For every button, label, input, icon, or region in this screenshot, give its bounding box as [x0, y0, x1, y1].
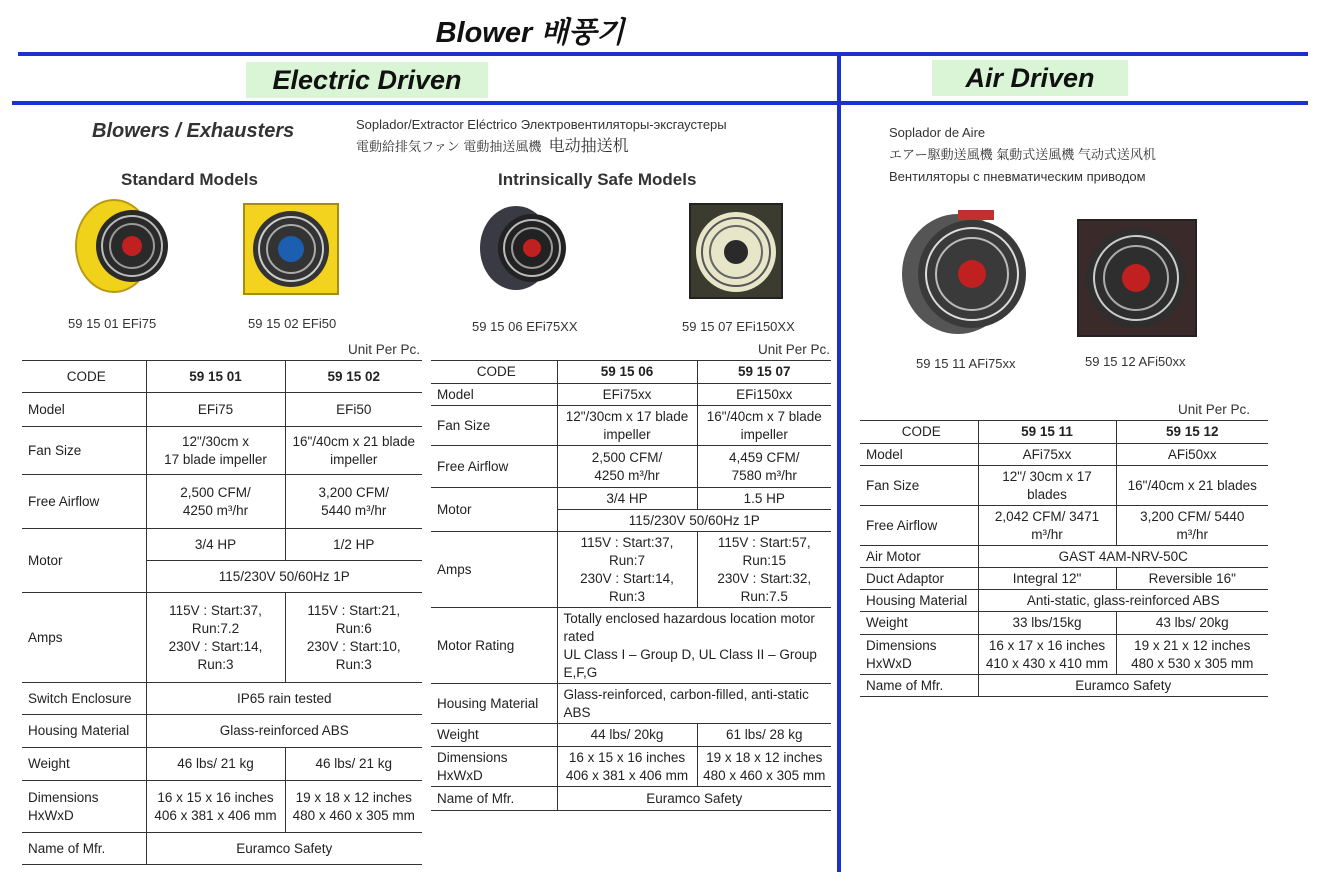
table-cell: 16"/40cm x 21 blades — [1116, 466, 1268, 506]
page-title: Blower 배풍기 — [435, 17, 625, 49]
table-cell: 115V : Start:21, Run:6 230V : Start:10, Run:3 — [285, 593, 422, 683]
table-cell: 19 x 18 x 12 inches 480 x 460 x 305 mm — [697, 747, 831, 787]
table-row — [22, 393, 422, 427]
table-row — [431, 684, 831, 724]
code-591512: 59 15 12 — [1116, 421, 1268, 444]
table-cell: 16 x 15 x 16 inches 406 x 381 x 406 mm — [146, 781, 285, 833]
row-label: Fan Size — [431, 406, 557, 446]
fan-image-afi50xx — [1076, 216, 1200, 340]
table-cell: 16 x 17 x 16 inches 410 x 430 x 410 mm — [978, 635, 1116, 675]
table-cell: 43 lbs/ 20kg — [1116, 612, 1268, 635]
table-cell: 4,459 CFM/ 7580 m³/hr — [697, 446, 831, 488]
code-label: CODE — [860, 421, 978, 444]
table-cell: EFi50 — [285, 393, 422, 427]
table-cell: 115V : Start:57, Run:15 230V : Start:32, Run:7.5 — [697, 532, 831, 608]
row-label: Housing Material — [431, 684, 557, 724]
row-label: Duct Adaptor — [860, 568, 978, 590]
table-row — [22, 833, 422, 865]
caption-591507: 59 15 07 EFi150XX — [682, 319, 795, 334]
table-cell: Euramco Safety — [978, 675, 1268, 697]
multilang-line-2: 電動給排気ファン 電動抽送風機 电动抽送机 — [356, 138, 629, 155]
electric-multilang — [356, 114, 727, 158]
row-label: Free Airflow — [431, 446, 557, 488]
table-cell: 16 x 15 x 16 inches 406 x 381 x 406 mm — [557, 747, 697, 787]
table-row — [860, 506, 1268, 546]
fan-image-efi75 — [70, 196, 174, 298]
table-row — [860, 635, 1268, 675]
table-cell: IP65 rain tested — [146, 683, 422, 715]
standard-models-table — [22, 360, 422, 865]
multilang-line-1: Soplador/Extractor Eléctrico Электровентиляторы-эксгаустеры — [356, 117, 727, 132]
top-divider — [18, 52, 1308, 56]
unit-label-air: Unit Per Pc. — [1177, 402, 1250, 417]
table-cell: Anti-static, glass-reinforced ABS — [978, 590, 1268, 612]
table-cell: 2,500 CFM/ 4250 m³/hr — [557, 446, 697, 488]
code-591506: 59 15 06 — [557, 361, 697, 384]
multilang-line-1: Soplador de Aire — [889, 125, 986, 140]
row-label: Amps — [22, 593, 146, 683]
table-cell: 1.5 HP — [697, 488, 831, 510]
safe-models-title: Intrinsically Safe Models — [498, 170, 697, 189]
electric-driven-band: Electric Driven — [246, 62, 488, 98]
table-cell: 3,200 CFM/ 5440 m³/hr — [1116, 506, 1268, 546]
table-cell: EFi150xx — [697, 384, 831, 406]
table-row — [860, 444, 1268, 466]
row-label: Name of Mfr. — [431, 787, 557, 811]
table-row — [22, 475, 422, 529]
table-row — [860, 466, 1268, 506]
table-cell: 61 lbs/ 28 kg — [697, 724, 831, 747]
row-label: Name of Mfr. — [22, 833, 146, 865]
table-row — [22, 683, 422, 715]
blowers-heading: Blowers / Exhausters — [92, 120, 295, 142]
table-row — [22, 529, 422, 561]
table-cell: 115V : Start:37, Run:7 230V : Start:14, Run:3 — [557, 532, 697, 608]
table-cell: 16"/40cm x 7 blade impeller — [697, 406, 831, 446]
table-cell: 3,200 CFM/ 5440 m³/hr — [285, 475, 422, 529]
fan-image-afi75xx — [898, 206, 1038, 338]
table-row — [22, 781, 422, 833]
row-label: Model — [431, 384, 557, 406]
row-label: Weight — [22, 748, 146, 781]
table-cell: 3/4 HP — [557, 488, 697, 510]
table-cell: 12"/30cm x 17 blade impeller — [146, 427, 285, 475]
table-row — [22, 593, 422, 683]
code-591502: 59 15 02 — [285, 361, 422, 393]
air-models-table — [860, 420, 1268, 697]
table-cell: 3/4 HP — [146, 529, 285, 561]
table-cell: 115V : Start:37, Run:7.2 230V : Start:14, Run:3 — [146, 593, 285, 683]
table-cell: 44 lbs/ 20kg — [557, 724, 697, 747]
code-label: CODE — [431, 361, 557, 384]
unit-label-safe: Unit Per Pc. — [757, 342, 830, 357]
table-cell: Reversible 16" — [1116, 568, 1268, 590]
air-multilang — [889, 122, 1156, 188]
table-cell: 19 x 21 x 12 inches 480 x 530 x 305 mm — [1116, 635, 1268, 675]
table-row — [431, 488, 831, 510]
fan-image-efi150xx — [688, 202, 784, 300]
row-label: Free Airflow — [22, 475, 146, 529]
row-label: Air Motor — [860, 546, 978, 568]
table-row — [431, 747, 831, 787]
caption-591506: 59 15 06 EFi75XX — [472, 319, 578, 334]
code-label: CODE — [22, 361, 146, 393]
table-cell: EFi75 — [146, 393, 285, 427]
table-row — [431, 532, 831, 608]
table-row — [860, 421, 1268, 444]
table-row — [860, 590, 1268, 612]
caption-591511: 59 15 11 AFi75xx — [916, 356, 1016, 371]
table-cell: Euramco Safety — [557, 787, 831, 811]
row-label: Free Airflow — [860, 506, 978, 546]
code-591507: 59 15 07 — [697, 361, 831, 384]
table-row — [431, 446, 831, 488]
table-cell: Integral 12" — [978, 568, 1116, 590]
standard-models-title: Standard Models — [121, 170, 258, 189]
table-row — [431, 724, 831, 747]
row-label: Model — [22, 393, 146, 427]
table-row — [22, 748, 422, 781]
row-label: Dimensions HxWxD — [22, 781, 146, 833]
row-label: Fan Size — [860, 466, 978, 506]
table-cell: 115/230V 50/60Hz 1P — [557, 510, 831, 532]
row-label: Motor Rating — [431, 608, 557, 684]
table-row — [431, 406, 831, 446]
row-label: Motor — [22, 529, 146, 593]
section-divider — [837, 52, 841, 872]
table-cell: 46 lbs/ 21 kg — [285, 748, 422, 781]
table-cell: Euramco Safety — [146, 833, 422, 865]
table-row — [860, 546, 1268, 568]
table-row — [22, 361, 422, 393]
table-row — [431, 361, 831, 384]
code-591501: 59 15 01 — [146, 361, 285, 393]
table-cell: GAST 4AM-NRV-50C — [978, 546, 1268, 568]
row-label: Housing Material — [860, 590, 978, 612]
table-cell: 16"/40cm x 21 blade impeller — [285, 427, 422, 475]
table-cell: 2,042 CFM/ 3471 m³/hr — [978, 506, 1116, 546]
table-cell: 33 lbs/15kg — [978, 612, 1116, 635]
table-cell: 19 x 18 x 12 inches 480 x 460 x 305 mm — [285, 781, 422, 833]
row-label: Weight — [431, 724, 557, 747]
row-label: Amps — [431, 532, 557, 608]
table-cell: Totally enclosed hazardous location motor rated UL Class I – Group D, UL Class II – Group E,F,G — [557, 608, 831, 684]
table-cell: Glass-reinforced, carbon-filled, anti-static ABS — [557, 684, 831, 724]
table-row — [431, 608, 831, 684]
row-label: Fan Size — [22, 427, 146, 475]
row-label: Dimensions HxWxD — [860, 635, 978, 675]
table-cell: AFi75xx — [978, 444, 1116, 466]
unit-label-standard: Unit Per Pc. — [347, 342, 420, 357]
caption-591502: 59 15 02 EFi50 — [248, 316, 337, 331]
table-cell: 2,500 CFM/ 4250 m³/hr — [146, 475, 285, 529]
header-divider — [12, 101, 1308, 105]
table-cell: AFi50xx — [1116, 444, 1268, 466]
table-row — [860, 612, 1268, 635]
row-label: Dimensions HxWxD — [431, 747, 557, 787]
code-591511: 59 15 11 — [978, 421, 1116, 444]
fan-image-efi50 — [240, 200, 344, 300]
row-label: Weight — [860, 612, 978, 635]
table-row — [22, 715, 422, 748]
table-cell: 115/230V 50/60Hz 1P — [146, 561, 422, 593]
table-cell: 46 lbs/ 21 kg — [146, 748, 285, 781]
caption-591501: 59 15 01 EFi75 — [68, 316, 157, 331]
fan-image-efi75xx — [476, 202, 572, 294]
row-label: Motor — [431, 488, 557, 532]
row-label: Name of Mfr. — [860, 675, 978, 697]
table-cell: 12"/ 30cm x 17 blades — [978, 466, 1116, 506]
table-row — [860, 568, 1268, 590]
table-cell: Glass-reinforced ABS — [146, 715, 422, 748]
multilang-line-2: エアー駆動送風機 氣動式送風機 气动式送风机 — [889, 147, 1156, 162]
table-row — [860, 675, 1268, 697]
table-row — [431, 787, 831, 811]
air-driven-band: Air Driven — [932, 60, 1128, 96]
caption-591512: 59 15 12 AFi50xx — [1085, 354, 1186, 369]
table-cell: EFi75xx — [557, 384, 697, 406]
row-label: Model — [860, 444, 978, 466]
table-row — [22, 427, 422, 475]
table-row — [431, 384, 831, 406]
multilang-line-3: Вентиляторы с пневматическим приводом — [889, 169, 1146, 184]
safe-models-table — [431, 360, 831, 811]
row-label: Switch Enclosure — [22, 683, 146, 715]
table-cell: 1/2 HP — [285, 529, 422, 561]
table-cell: 12"/30cm x 17 blade impeller — [557, 406, 697, 446]
row-label: Housing Material — [22, 715, 146, 748]
